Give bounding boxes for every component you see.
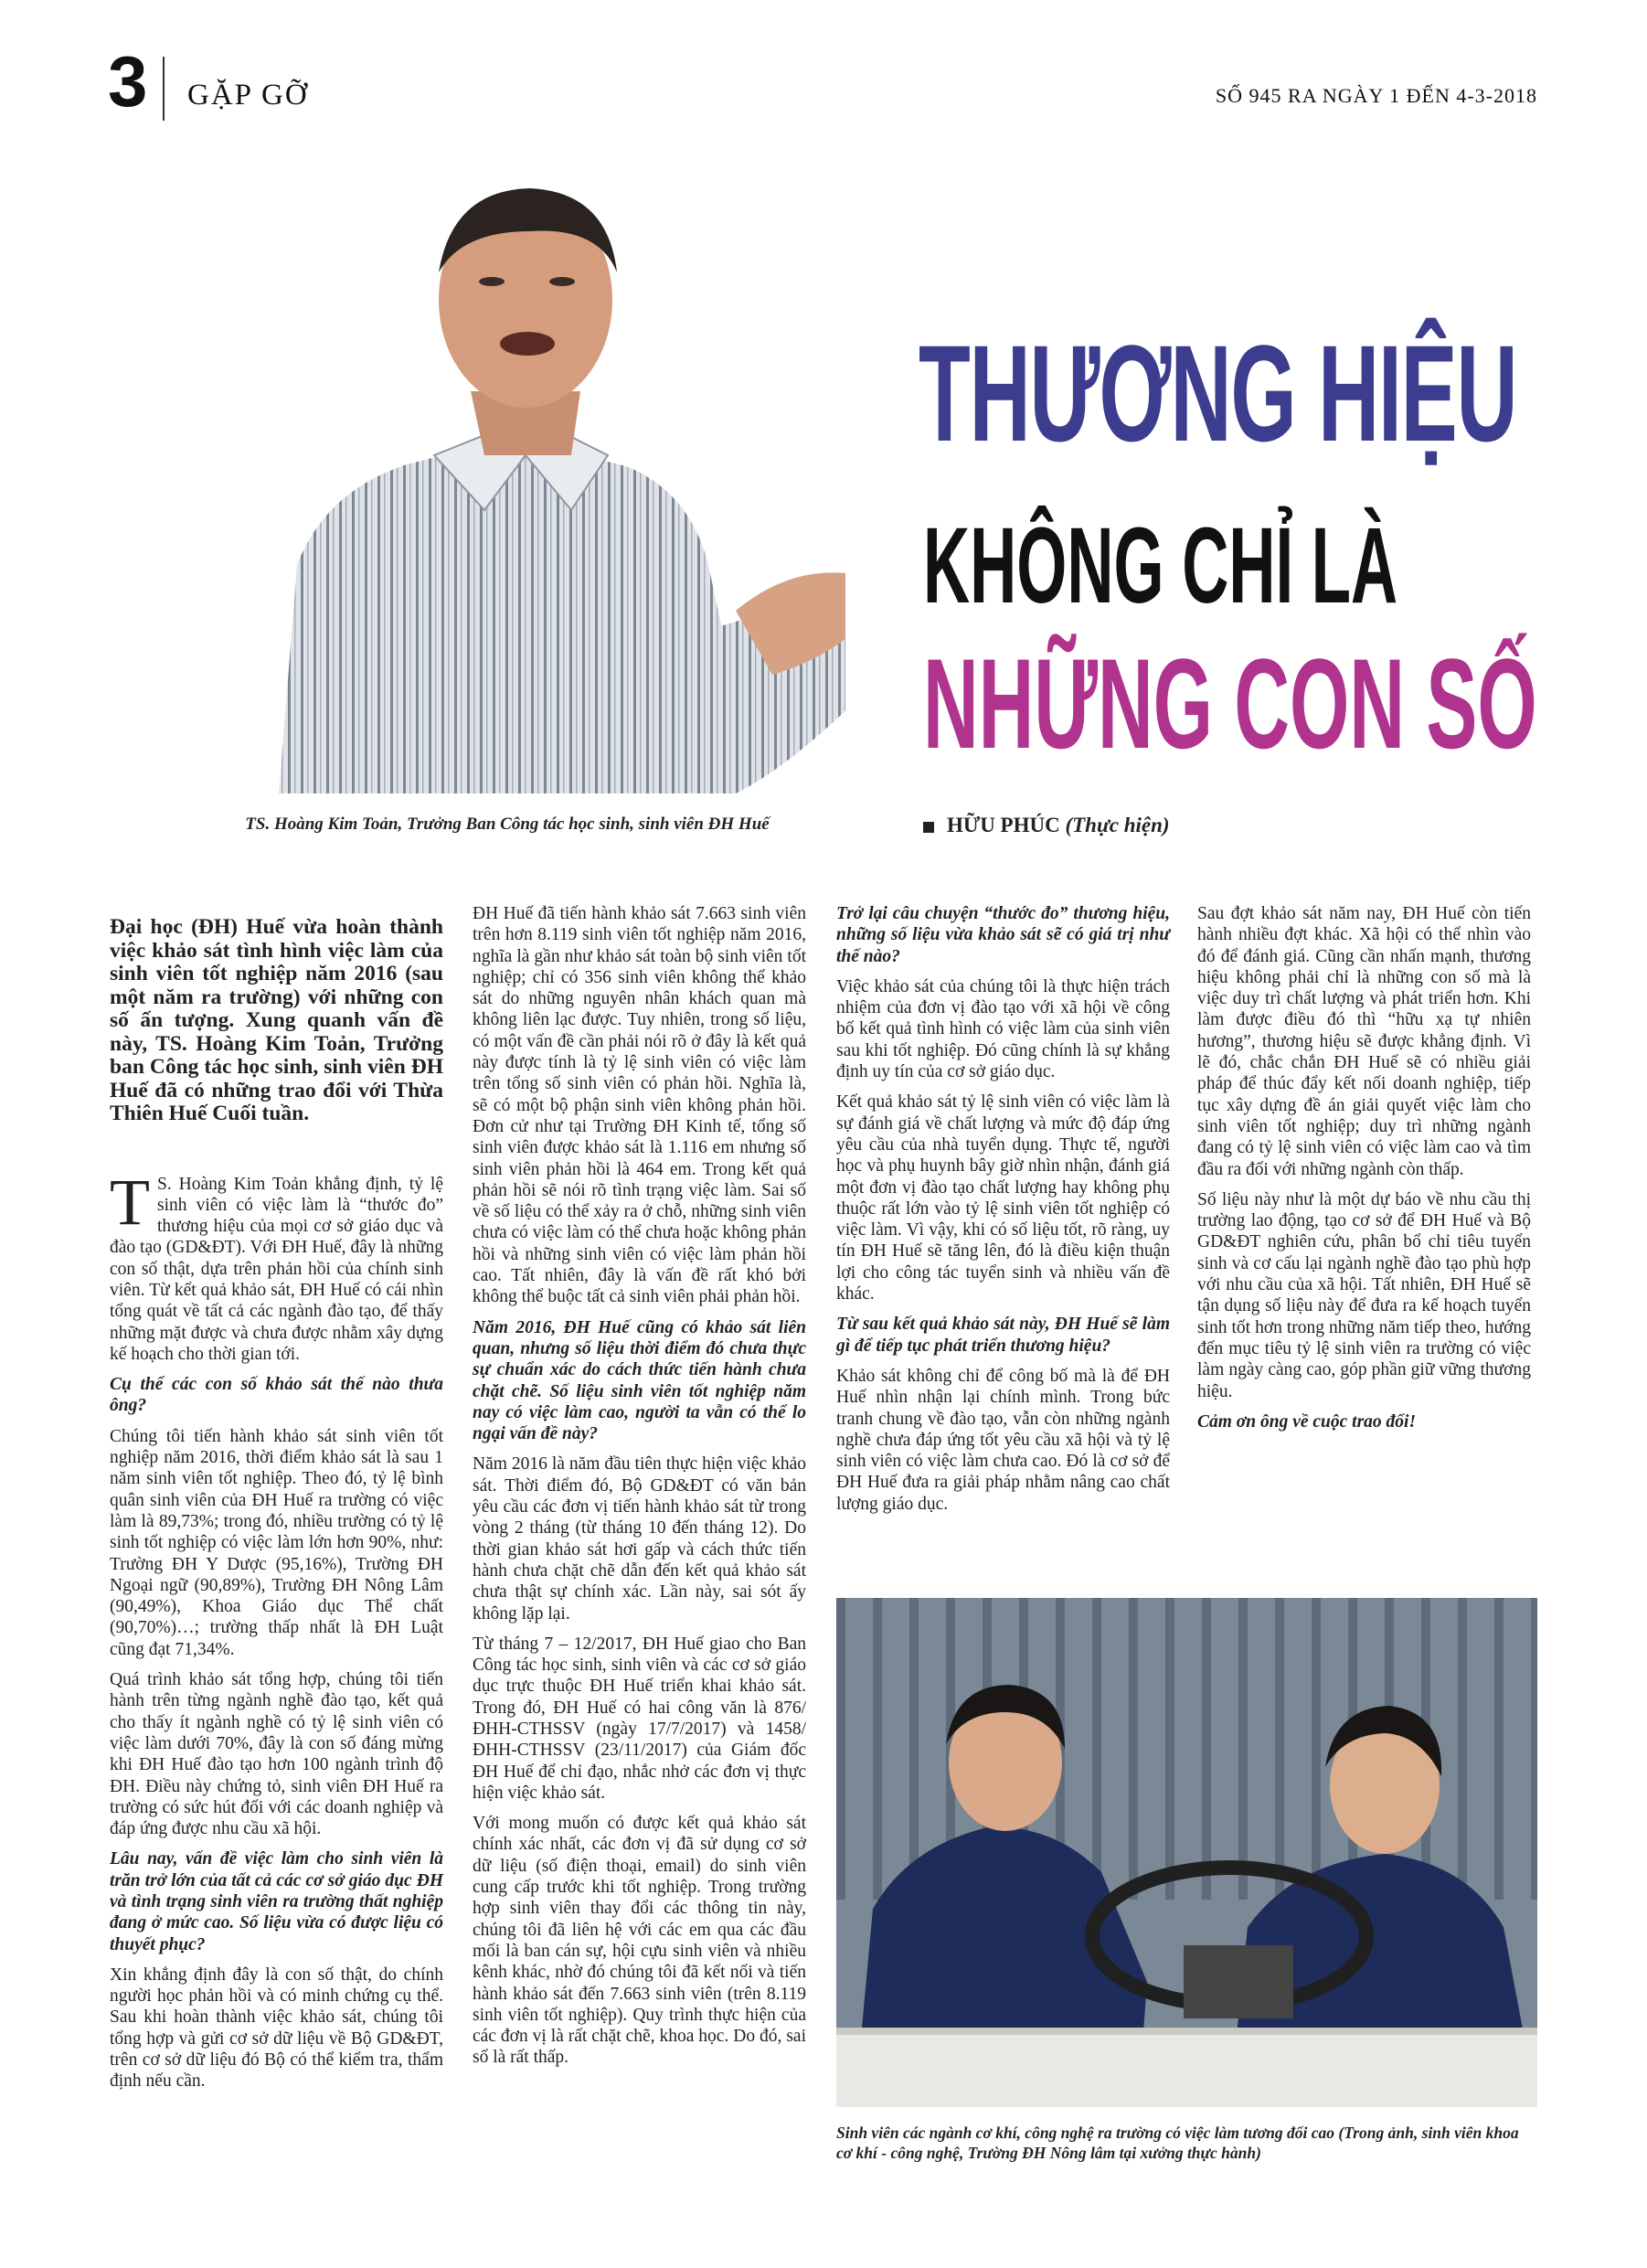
- interview-question: Từ sau kết quả khảo sát này, ĐH Huế sẽ làm gì để tiếp tục phát triển thương hiệu?: [836, 1315, 1170, 1356]
- interview-question: Năm 2016, ĐH Huế cũng có khảo sát liên quan, nhưng số liệu thời điểm đó chưa thực sự chuẩn xác do cách thức tiến hành chưa chặt chẽ. Số liệu sinh viên tốt nghiệp năm nay có việc làm cao, người ta vẫn có thể lo ngại vấn đề này?: [473, 1317, 806, 1444]
- article-column-3: [836, 903, 1170, 1524]
- article-column-4: [1197, 903, 1531, 1442]
- article-paragraph: Chúng tôi tiến hành khảo sát sinh viên tốt nghiệp năm 2016, thời điểm khảo sát là sau 1 năm sinh viên tốt nghiệp. Theo đó, tỷ lệ bình quân sinh viên của ĐH Huế ra trường có việc làm là 89,73%; trong đó, nhiều trường có tỷ lệ sinh tốt nghiệp có việc làm lớn hơn 90%, như: Trường ĐH Y Dược (95,16%), Trường ĐH Ngoại ngữ (90,89%), Trường ĐH Nông Lâm (90,49%), Khoa Giáo dục Thể chất (90,70%)…; trường thấp nhất là ĐH Luật cũng đạt 71,34%.: [110, 1426, 443, 1659]
- article-paragraph: Việc khảo sát của chúng tôi là thực hiện trách nhiệm của đơn vị đào tạo với xã hội về công bố kết quả tình hình có việc làm của sinh viên sau khi tốt nghiệp. Đó cũng chính là sự khẳng định uy tín của cơ sở giáo dục.: [836, 976, 1170, 1082]
- article-paragraph: Sau đợt khảo sát năm nay, ĐH Huế còn tiến hành nhiều đợt khác. Xã hội có thể nhìn vào đó để đánh giá. Cũng cần nhấn mạnh, thương hiệu không phải chỉ là những con số mà là việc duy trì chất lượng và phát triển hơn. Khi làm được điều đó thì “hữu xạ tự nhiên hương”, thương hiệu sẽ được khẳng định. Vì lẽ đó, chắc chắn ĐH Huế sẽ có nhiều giải pháp để thúc đẩy kết nối doanh nghiệp, tiếp tục xây dựng đề án giải quyết việc làm cho sinh viên tốt nghiệp; duy trì những ngành đang có tỷ lệ sinh viên có việc làm cao và tìm đầu ra đối với những ngành còn thấp.: [1197, 904, 1531, 1179]
- closing-remark: Cảm ơn ông về cuộc trao đổi!: [1197, 1411, 1417, 1432]
- byline-square-icon: [923, 822, 934, 833]
- interview-question: Lâu nay, vấn đề việc làm cho sinh viên là trăn trở lớn của tất cả các cơ sở giáo dục ĐH và tình trạng sinh viên ra trường thất nghiệp đang ở mức cao. Số liệu vừa có được liệu có thuyết phục?: [110, 1849, 443, 1954]
- article-paragraph: Với mong muốn có được kết quả khảo sát chính xác nhất, các đơn vị đã sử dụng cơ sở dữ liệu (số điện thoại, email) do sinh viên cung cấp trước khi tốt nghiệp. Trong trường hợp sinh viên thay đổi các thông tin này, chúng tôi đã liên hệ với các em qua các đầu mối là ban cán sự, hội cựu sinh viên và nhiều kênh khác, nhờ đó chúng tôi đã kết nối và tiến hành khảo sát đến 7.663 sinh viên (trên 8.119 sinh viên tốt nghiệp). Quy trình thực hiện của các đơn vị là rất chặt chẽ, khoa học. Do đó, sai số là rất thấp.: [473, 1814, 806, 2068]
- headline-line-1: THƯƠNG HIỆU: [919, 316, 1517, 470]
- headline-line-2: KHÔNG CHỈ LÀ: [923, 506, 1398, 626]
- paragraph-text: S. Hoàng Kim Toản khẳng định, tỷ lệ sinh viên có việc làm là “thước đo” thương hiệu của mọi cơ sở giáo dục và đào tạo (GD&ĐT). Với ĐH Huế, đây là những con số thật, dựa trên phản hồi của chính sinh viên. Từ kết quả khảo sát, ĐH Huế có cái nhìn tổng quát về tất cả các ngành đào tạo, để thấy những mặt được và chưa được nhằm xây dựng kế hoạch cho thời gian tới.: [110, 1174, 443, 1364]
- article-paragraph: Kết quả khảo sát tỷ lệ sinh viên có việc làm là sự đánh giá về chất lượng và mức độ đáp ứng yêu cầu của nhà tuyển dụng. Thực tế, người học và phụ huynh bây giờ nhìn nhận, đánh giá một đơn vị đào tạo chất lượng hay không phụ thuộc rất lớn vào tỷ lệ sinh viên tốt nghiệp có việc làm. Vì vậy, khi có số liệu tốt, rõ ràng, uy tín ĐH Huế sẽ tăng lên, đó là điều kiện thuận lợi cho công tác tuyển sinh và nhiều vấn đề khác.: [836, 1092, 1170, 1304]
- portrait-caption: TS. Hoàng Kim Toản, Trưởng Ban Công tác học sinh, sinh viên ĐH Huế: [245, 815, 770, 834]
- drop-cap: T: [110, 1165, 150, 1239]
- article-paragraph: Số liệu này như là một dự báo về nhu cầu thị trường lao động, tạo cơ sở để ĐH Huế và Bộ GD&ĐT nghiên cứu, phân bổ chỉ tiêu tuyển sinh và cơ cấu lại ngành nghề đào tạo phù hợp với nhu cầu của xã hội. Tất nhiên, ĐH Huế sẽ tận dụng số liệu này để đưa ra kế hoạch tuyển sinh tốt hơn trong những năm tiếp theo, hướng đến mục tiêu tỷ lệ sinh viên ra trường có việc làm ngày càng cao, góp phần giữ vững thương hiệu.: [1197, 1189, 1531, 1401]
- article-paragraph: Từ tháng 7 – 12/2017, ĐH Huế giao cho Ban Công tác học sinh, sinh viên và các cơ sở giáo dục trực thuộc ĐH Huế triển khai khảo sát. Trong đó, ĐH Huế có hai công văn là 876/ĐHH-CTHSSV (ngày 17/7/2017) và 1458/ĐHH-CTHSSV (23/11/2017) của Giám đốc ĐH Huế để chỉ đạo, nhắc nhở các đơn vị thực hiện việc khảo sát.: [473, 1634, 806, 1803]
- byline-author: HỮU PHÚC: [947, 814, 1060, 836]
- byline-role: (Thực hiện): [1065, 814, 1170, 836]
- workshop-photo: [836, 1598, 1537, 2107]
- article-paragraph: Quá trình khảo sát tổng hợp, chúng tôi tiến hành trên từng ngành nghề đào tạo, kết quả cho thấy ít ngành nghề có tỷ lệ sinh viên có việc làm dưới 70%, đây là con số đáng mừng khi ĐH Huế đào tạo hơn 100 ngành trình độ ĐH. Điều này chứng tỏ, sinh viên ĐH Huế ra trường có sức hút đối với các doanh nghiệp và đáp ứng được nhu cầu xã hội.: [110, 1670, 443, 1839]
- header-divider: [163, 57, 165, 121]
- article-paragraph: [110, 1165, 443, 1366]
- article-paragraph: ĐH Huế đã tiến hành khảo sát 7.663 sinh viên trên hơn 8.119 sinh viên tốt nghiệp năm 2016, nghĩa là gần như khảo sát toàn bộ sinh viên tốt nghiệp; chỉ có 356 sinh viên không thể khảo sát do những nguyên nhân khách quan mà không liên lạc được. Tuy nhiên, trong số liệu, có một vấn đề cần phải nói rõ ở đây là kết quả này được tính là tỷ lệ sinh viên có việc làm trên tổng số sinh viên có phản hồi. Nghĩa là, sẽ có một bộ phận sinh viên không phản hồi. Đơn cử như tại Trường ĐH Kinh tế, tổng số sinh viên được khảo sát là 1.116 em nhưng số sinh viên phản hồi là 464 em. Trong kết quả phản hồi sẽ nói rõ tình trạng việc làm. Sai số về số liệu có thể xảy ra ở chỗ, những sinh viên chưa có việc làm có thể chưa hoặc không phản hồi và những sinh viên có việc làm phản hồi cao. Tất nhiên, đây là vấn đề rất khó bởi không thể buộc tất cả sinh viên phải phản hồi.: [473, 904, 806, 1307]
- interview-question: Trở lại câu chuyện “thước đo” thương hiệu, những số liệu vừa khảo sát sẽ có giá trị như thế nào?: [836, 904, 1170, 966]
- headline-line-3: NHỮNG CON SỐ: [923, 632, 1537, 775]
- issue-info: SỐ 945 RA NGÀY 1 ĐẾN 4-3-2018: [1215, 84, 1537, 107]
- article-column-2: [473, 903, 806, 2078]
- article-paragraph: Khảo sát không chỉ để công bố mà là để ĐH Huế nhìn nhận lại chính mình. Trong bức tranh chung về đào tạo, vẫn còn những ngành nghề chưa đáp ứng tốt yêu cầu xã hội và tỷ lệ sinh viên có việc làm chưa cao. Đó là cơ sở để ĐH Huế đưa ra giải pháp nhằm nâng cao chất lượng giáo dục.: [836, 1366, 1170, 1514]
- portrait-photo: [224, 181, 845, 798]
- section-title: GẶP GỠ: [187, 79, 309, 112]
- article-paragraph: Năm 2016 là năm đầu tiên thực hiện việc khảo sát. Thời điểm đó, Bộ GD&ĐT có văn bản yêu cầu các đơn vị tiến hành khảo sát từ trong vòng 2 tháng (từ tháng 10 đến tháng 12). Do thời gian khảo sát hơi gấp và cách thức tiến hành chưa chặt chẽ dẫn đến kết quả khảo sát chưa thật sự chính xác. Lần này, sai sót ấy không lặp lại.: [473, 1454, 806, 1624]
- byline: [923, 814, 1170, 837]
- article-paragraph: Xin khẳng định đây là con số thật, do chính người học phản hồi và có minh chứng cụ thể. Sau khi hoàn thành việc khảo sát, chúng tôi tổng hợp và gửi cơ sở dữ liệu về Bộ GD&ĐT, trên cơ sở dữ liệu đó Bộ có thể kiểm tra, thẩm định nếu cần.: [110, 1965, 443, 2092]
- interview-question: Cụ thể các con số khảo sát thế nào thưa ông?: [110, 1375, 443, 1416]
- workshop-caption: Sinh viên các ngành cơ khí, công nghệ ra trường có việc làm tương đối cao (Trong ảnh, sinh viên khoa cơ khí - công nghệ, Trường ĐH Nông lâm tại xưởng thực hành): [836, 2124, 1519, 2162]
- page-number: 3: [108, 41, 148, 122]
- article-column-1: [110, 916, 443, 2102]
- article-lead: Đại học (ĐH) Huế vừa hoàn thành việc khảo sát tình hình việc làm của sinh viên tốt nghiệp năm 2016 (sau một năm ra trường) với những con số ấn tượng. Xung quanh vấn đề này, TS. Hoàng Kim Toản, Trưởng ban Công tác học sinh, sinh viên ĐH Huế đã có những trao đổi với Thừa Thiên Huế Cuối tuần.: [110, 915, 443, 1125]
